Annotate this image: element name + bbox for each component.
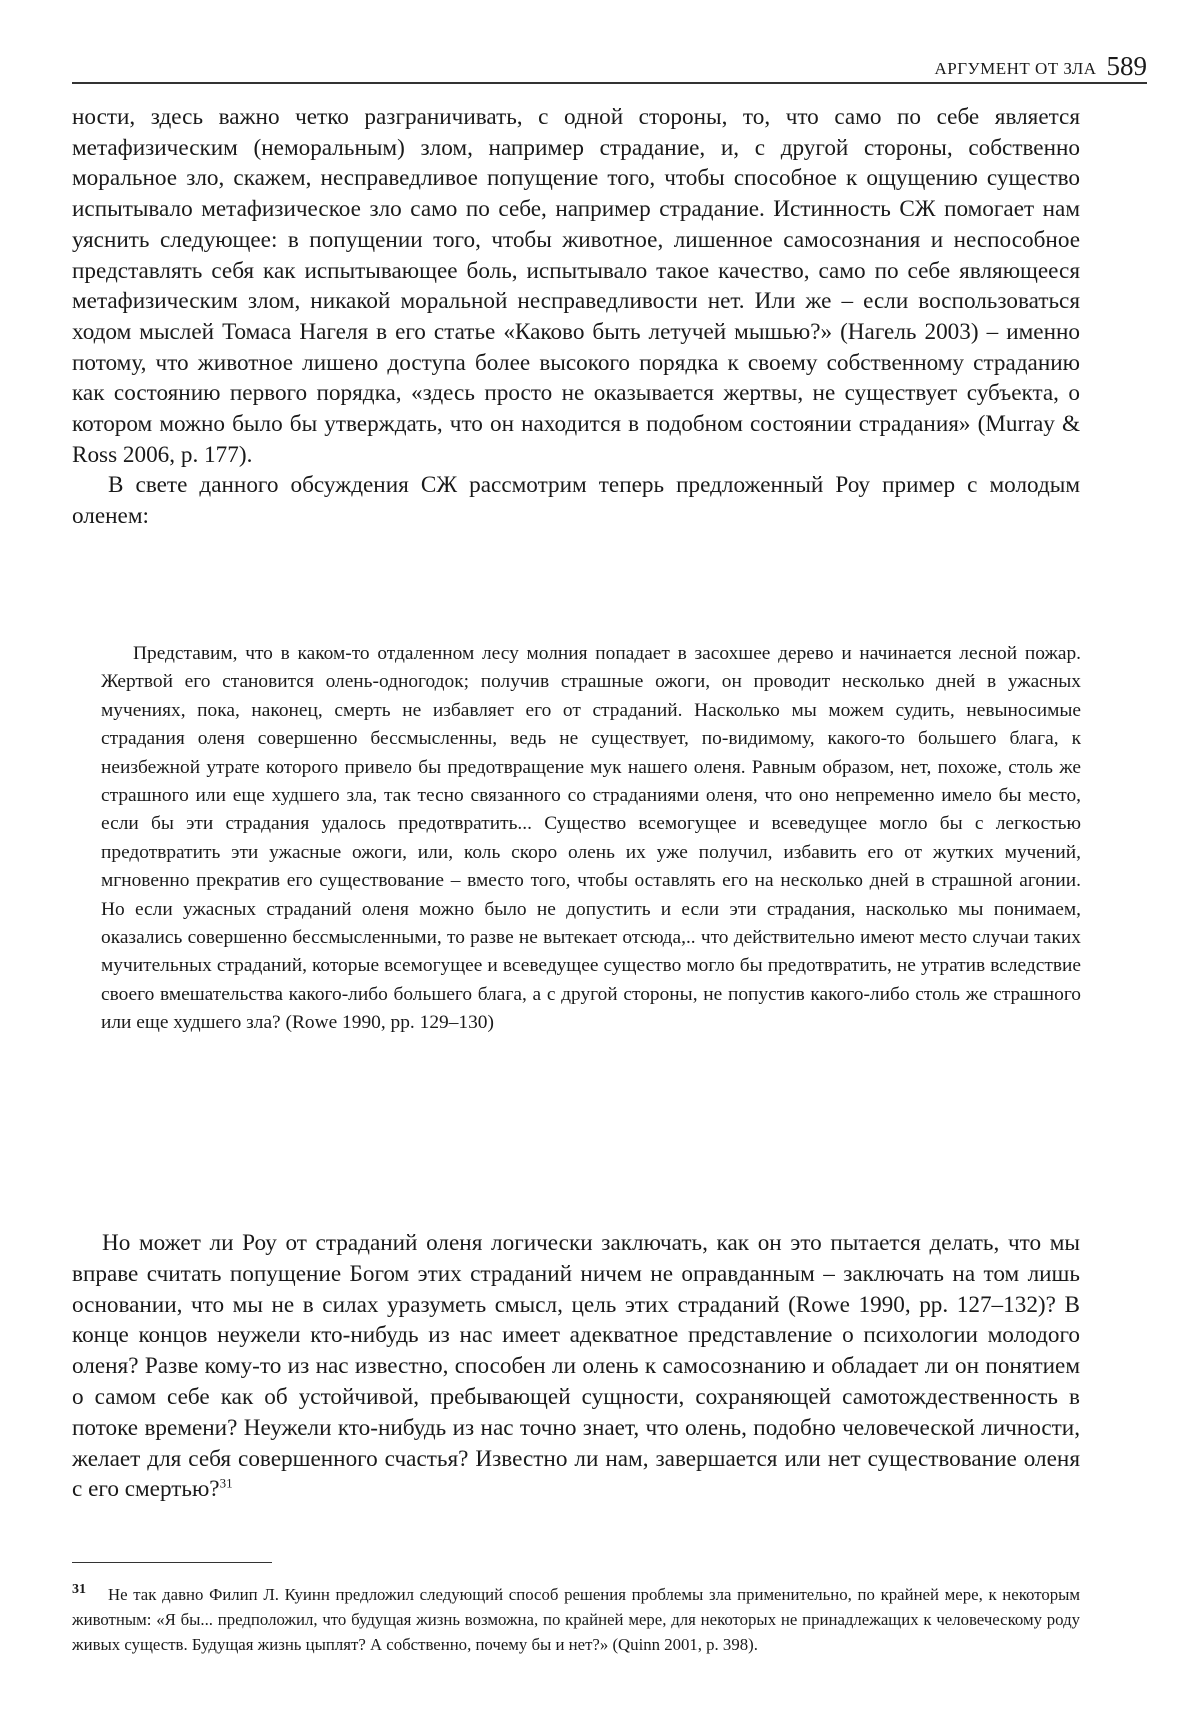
main-text bbox=[72, 102, 1080, 532]
footnote-divider bbox=[72, 1562, 272, 1563]
paragraph-question-text: Но может ли Роу от страданий оленя логически заключать, как он это пытается делать, что мы вправе считать попущение Богом этих страданий ничем не оправданным – заключать на том лишь основании, что мы не в силах уразуметь смысл, цель этих страданий (Rowe 1990, pp. 127–132)? В конце концов неужели кто-нибудь из нас имеет адекватное представление о психологии молодого оленя? Разве кому-то из нас известно, способен ли олень к самосознанию и обладает ли он понятием о самом себе как об устойчивой, пребывающей сущности, сохраняющей самотождественность в потоке времени? Неужели кто-нибудь из нас точно знает, что олень, подобно человеческой личности, желает для себя совершенного счастья? Известно ли нам, завершается или нет существование оленя с его смертью? bbox=[72, 1230, 1080, 1503]
main-text-continued bbox=[72, 1228, 1080, 1505]
running-title: АРГУМЕНТ ОТ ЗЛА bbox=[934, 59, 1097, 78]
page-number: 589 bbox=[1106, 51, 1147, 81]
block-quote: Представим, что в каком-то отдаленном лесу молния попадает в засохшее дерево и начинается лесной пожар. Жертвой его становится олень-одногодок; получив страшные ожоги, он проводит несколько дней в ужасных мучениях, пока, наконец, смерть не избавляет его от страданий. Насколько мы можем судить, невыносимые страдания оленя совершенно бессмысленны, ведь не существует, по-видимому, какого-то большего блага, к неизбежной утрате которого привело бы предотвращение мук нашего оленя. Равным образом, нет, похоже, столь же страшного или еще худшего зла, так тесно связанного со страданиями оленя, что оно непременно имело бы место, если бы эти страдания удалось предотвратить... Существо всемогущее и всеведущее могло бы с легкостью предотвратить эти ужасные ожоги, или, коль скоро олень их уже получил, избавить его от жутких мучений, мгновенно прекратив его существование – вместо того, чтобы оставлять его на несколько дней в страшной агонии. Но если ужасных страданий оленя можно было не допустить и если эти страдания, насколько мы понимаем, оказались совершенно бессмысленными, то разве не вытекает отсюда,.. что действительно имеют место случаи таких мучительных страданий, которые всемогущее и всеведущее существо могло бы предотвратить, не утратив вследствие своего вмешательства какого-либо большего блага, а с другой стороны, не попустив какого-либо столь же страшного или еще худшего зла? (Rowe 1990, pp. 129–130) bbox=[101, 643, 1081, 1034]
running-header bbox=[72, 48, 1147, 84]
paragraph-intro-example: В свете данного обсуждения СЖ рассмотрим теперь предложенный Роу пример с молодым оленем: bbox=[72, 472, 1080, 530]
paragraph-question bbox=[72, 1228, 1080, 1505]
footnote-reference[interactable]: 31 bbox=[219, 1475, 233, 1491]
footnote bbox=[72, 1582, 1080, 1657]
paragraph-continued: ности, здесь важно четко разграничивать, с одной стороны, то, что само по себе является метафизическим (неморальным) злом, например страдание, и, с другой стороны, собственно моральное зло, скажем, несправедливое попущение того, чтобы способное к ощущению существо испытывало метафизическое зло само по себе, например страдание. Истинность СЖ помогает нам уяснить следующее: в попущении того, чтобы животное, лишенное самосознания и неспособное представлять себя как испытывающее боль, испытывало такое качество, само по себе являющееся метафизическим злом, никакой моральной несправедливости нет. Или же – если воспользоваться ходом мыслей Томаса Нагеля в его статье «Каково быть летучей мышью?» (Нагель 2003) – именно потому, что животное лишено доступа более высокого порядка к своему собственному страданию как состоянию первого порядка, «здесь просто не оказывается жертвы, не существует субъекта, о котором можно было бы утверждать, что он находится в подобном состоянии страдания» (Murray & Ross 2006, p. 177). bbox=[72, 104, 1080, 468]
footnote-marker: 31 bbox=[72, 1582, 86, 1598]
footnote-text: Не так давно Филип Л. Куинн предложил следующий способ решения проблемы зла применительно, по крайней мере, к некоторым животным: «Я бы... предположил, что будущая жизнь возможна, по крайней мере, для некоторых не принадлежащих к человеческому роду живых существ. Будущая жизнь цыплят? А собственно, почему бы и нет?» (Quinn 2001, p. 398). bbox=[72, 1585, 1080, 1654]
